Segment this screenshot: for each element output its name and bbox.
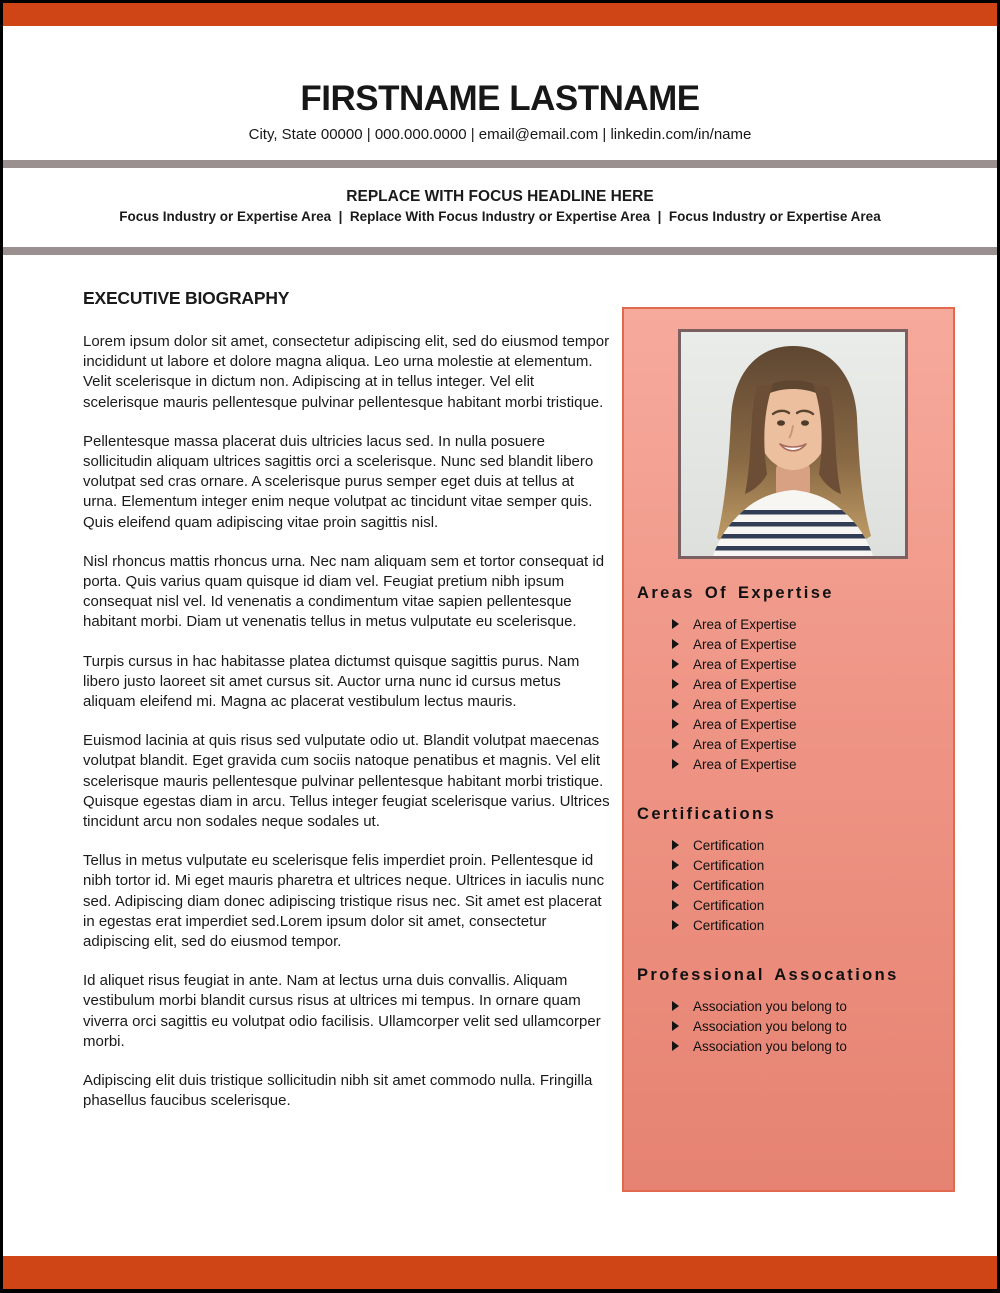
biography-paragraph: Turpis cursus in hac habitasse platea dictumst quisque sagittis purus. Nam libero justo laoreet sit amet cursus sit. Auctor urna nunc id cursus metus aliquam eleifend mi. Magna ac placerat vestibulum lectus mauris.	[83, 652, 580, 711]
list-item	[624, 674, 953, 694]
triangle-bullet-icon	[672, 880, 679, 890]
list-item	[624, 855, 953, 875]
biography-paragraph: Tellus in metus vulputate eu scelerisque felis imperdiet proin. Pellentesque id nibh tortor id. Mi eget mauris pharetra et ultrices neque. Ultrices in iaculis nunc sed. Adipiscing diam donec adipiscing tristique risus nec. Sit amet est placerat in egestas erat imperdiet sed.Lorem ipsum dolor sit amet, consectetur adipiscing elit, sed do eiusmod tempor.	[83, 852, 605, 951]
focus-industries-line: Focus Industry or Expertise Area | Replace With Focus Industry or Expertise Area | Focus Industry or Expertise Area	[119, 209, 881, 224]
biography-paragraph: Nisl rhoncus mattis rhoncus urna. Nec nam aliquam sem et tortor consequat id porta. Quis varius quam quisque id diam vel. Feugiat pretium nibh ipsum consequat nisl vel. Id venenatis a condimentum vitae sapien pellentesque habitant morbi. Diam ut venenatis tellus in metus vulputate eu scelerisque.	[83, 552, 605, 631]
list-item	[624, 654, 953, 674]
triangle-bullet-icon	[672, 719, 679, 729]
list-item-label: Area of Expertise	[693, 736, 797, 752]
main-content	[3, 255, 997, 1256]
certifications-heading: Certifications	[637, 805, 777, 823]
list-item-label: Area of Expertise	[693, 716, 797, 732]
list-item	[624, 754, 953, 774]
executive-biography-section	[83, 288, 610, 1131]
triangle-bullet-icon	[672, 840, 679, 850]
triangle-bullet-icon	[672, 920, 679, 930]
triangle-bullet-icon	[672, 1001, 679, 1011]
list-item-label: Area of Expertise	[693, 616, 797, 632]
list-item-label: Certification	[693, 917, 765, 933]
list-item	[624, 1016, 953, 1036]
areas-of-expertise-heading: Areas Of Expertise	[637, 584, 834, 602]
list-item-label: Area of Expertise	[693, 656, 797, 672]
areas-of-expertise-list	[624, 614, 953, 774]
certifications-list	[624, 835, 953, 935]
list-item	[624, 634, 953, 654]
biography-paragraph: Lorem ipsum dolor sit amet, consectetur adipiscing elit, sed do eiusmod tempor incididunt ut labore et dolore magna aliqua. Leo urna molestie at elementum. Velit scelerisque in dictum non. Adipiscing at in tellus integer. Vel elit scelerisque mauris pellentesque pulvinar pellentesque habitant morbi tristique.	[83, 333, 610, 411]
sidebar-panel	[622, 307, 955, 1192]
triangle-bullet-icon	[672, 759, 679, 769]
headshot-illustration	[681, 332, 905, 556]
list-item-label: Area of Expertise	[693, 696, 797, 712]
top-accent-bar	[3, 3, 997, 26]
list-item-label: Area of Expertise	[693, 756, 797, 772]
list-item-label: Area of Expertise	[693, 676, 797, 692]
list-item	[624, 1036, 953, 1056]
list-item	[624, 915, 953, 935]
list-item	[624, 895, 953, 915]
triangle-bullet-icon	[672, 1041, 679, 1051]
list-item	[624, 996, 953, 1016]
list-item-label: Area of Expertise	[693, 636, 797, 652]
list-item	[624, 714, 953, 734]
divider-rule-top	[3, 160, 997, 168]
list-item-label: Certification	[693, 897, 765, 913]
list-item	[624, 694, 953, 714]
biography-heading: EXECUTIVE BIOGRAPHY	[83, 288, 290, 308]
professional-associations-list	[624, 996, 953, 1056]
triangle-bullet-icon	[672, 659, 679, 669]
certifications-section	[624, 804, 953, 935]
list-item-label: Certification	[693, 857, 765, 873]
contact-line: City, State 00000 | 000.000.0000 | email@email.com | linkedin.com/in/name	[248, 126, 752, 143]
biography-paragraphs	[83, 332, 610, 1112]
triangle-bullet-icon	[672, 619, 679, 629]
list-item	[624, 875, 953, 895]
triangle-bullet-icon	[672, 699, 679, 709]
list-item-label: Association you belong to	[693, 998, 847, 1014]
list-item-label: Association you belong to	[693, 1018, 847, 1034]
list-item	[624, 614, 953, 634]
header	[3, 26, 997, 160]
triangle-bullet-icon	[672, 739, 679, 749]
biography-paragraph: Id aliquet risus feugiat in ante. Nam at lectus urna duis convallis. Aliquam vestibulum morbi blandit cursus risus at ultrices mi tempus. In ornare quam viverra orci sagittis eu volutpat odio facilisis. Ullamcorper velit sed ullamcorper morbi.	[83, 972, 601, 1050]
person-name: FIRSTNAME LASTNAME	[300, 79, 700, 118]
triangle-bullet-icon	[672, 679, 679, 689]
professional-associations-heading: Professional Assocations	[637, 966, 899, 984]
areas-of-expertise-section	[624, 583, 953, 774]
professional-associations-section	[624, 965, 953, 1056]
list-item-label: Certification	[693, 837, 765, 853]
bottom-accent-bar	[3, 1256, 997, 1289]
focus-headline: REPLACE WITH FOCUS HEADLINE HERE	[346, 188, 654, 205]
list-item-label: Certification	[693, 877, 765, 893]
triangle-bullet-icon	[672, 1021, 679, 1031]
list-item	[624, 835, 953, 855]
triangle-bullet-icon	[672, 639, 679, 649]
biography-paragraph: Pellentesque massa placerat duis ultricies lacus sed. In nulla posuere sollicitudin aliquam ultrices sagittis orci a scelerisque. Nunc sed blandit libero volutpat sed cras ornare. A scelerisque purus semper eget duis at tellus at urna. Elementum integer enim neque volutpat ac tincidunt vitae semper quis. Quis eleifend quam adipiscing vitae proin sagittis nisl.	[83, 432, 594, 531]
biography-paragraph: Euismod lacinia at quis risus sed vulputate odio ut. Blandit volutpat maecenas volutpat blandit. Eget gravida cum sociis natoque penatibus et magnis. Vel elit scelerisque mauris pellentesque pulvinar pellentesque habitant morbi tristique. Quisque egestas diam in arcu. Tellus integer feugiat scelerisque varius. Ultrices tincidunt arcu non sodales neque sodales ut.	[83, 732, 610, 831]
triangle-bullet-icon	[672, 860, 679, 870]
headshot-photo	[678, 329, 908, 559]
divider-rule-bottom	[3, 247, 997, 255]
list-item	[624, 734, 953, 754]
triangle-bullet-icon	[672, 900, 679, 910]
focus-headline-band	[3, 168, 997, 247]
biography-paragraph: Adipiscing elit duis tristique sollicitudin nibh sit amet commodo nulla. Fringilla phasellus faucibus scelerisque.	[83, 1072, 593, 1110]
list-item-label: Association you belong to	[693, 1038, 847, 1054]
